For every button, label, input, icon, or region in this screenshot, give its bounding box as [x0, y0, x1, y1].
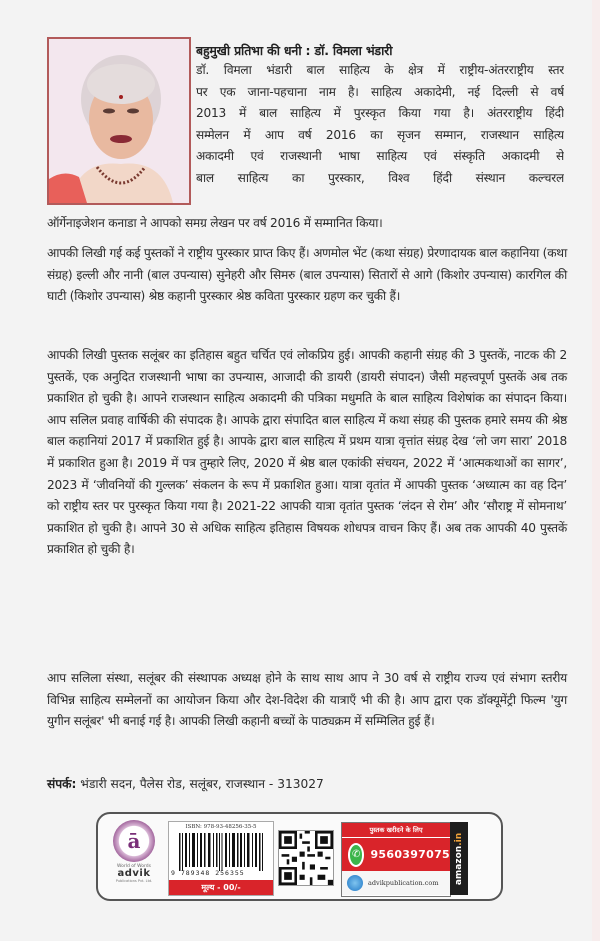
- publisher-tagline: World of Words: [116, 864, 151, 869]
- awards-paragraph: आपकी लिखी गई कई पुस्तकों ने राष्ट्रीय पुरस्कार प्राप्त किए हैं। अणमोल भेंट (कथा संग्रह) प्रेरणादायक बाल कहानिया (कथा संग्रह) इल्ली और नानी (बाल उपन्यास) सुनेहरी और सिमरु (बाल उपन्यास) सितारों से आगे (किशोर उपन्यास) कारगिल की घाटी (किशोर उपन्यास) श्रेष्ठ कहानी पुरस्कार श्रेष्ठ कविता पुरस्कार ग्रहण कर चुकी हैं।: [47, 246, 567, 304]
- contact-label: संपर्क:: [47, 777, 77, 791]
- intro-line: 2013 में बाल साहित्य में पुरस्कृत किया गया है। अंतरराष्ट्रीय हिंदी: [196, 106, 564, 121]
- intro-line: अकादमी एवं राजस्थानी भाषा साहित्य एवं संस्कृति अकादमी से: [196, 149, 564, 164]
- globe-icon: [347, 875, 363, 891]
- amazon-label: amazon: [454, 845, 464, 885]
- page-edge: [592, 0, 600, 941]
- whatsapp-icon: ✆: [348, 843, 364, 867]
- isbn-barcode-block: [168, 821, 274, 896]
- publisher-footer: [96, 812, 503, 901]
- contact-line: [47, 775, 324, 792]
- website-url: advikpublication.com: [368, 879, 439, 887]
- author-photo: [47, 37, 191, 205]
- price-label: मूल्य - 00/-: [169, 880, 273, 895]
- intro-line: डॉ. विमला भंडारी बाल साहित्य के क्षेत्र में राष्ट्रीय-अंतरराष्ट्रीय स्तर: [196, 63, 564, 77]
- activities-paragraph: आप सलिला संस्था, सलूंबर की संस्थापक अध्यक्ष होने के साथ साथ आप ने 30 वर्ष से राष्ट्रीय राज्य एवं संभाग स्तरीय विभिन्न साहित्य सम्मेलनों का आयोजन किया और देश-विदेश की यात्राएँ भी की है। आप द्वारा एक डॉक्यूमेंट्री फिल्म 'युग युगीन सलूंबर' भी बनाई गई है। आपकी लिखी कहानी बच्चों के पाठ्यक्रम में सम्मिलित हुई हैं।: [47, 671, 567, 729]
- page-title: बहुमुखी प्रतिभा की धनी : डॉ. विमला भंडारी: [196, 43, 393, 58]
- contact-address: भंडारी सदन, पैलेस रोड, सलूंबर, राजस्थान - 313027: [76, 777, 324, 791]
- buy-label: पुस्तक खरीदने के लिए: [342, 823, 450, 838]
- whatsapp-contact[interactable]: [342, 838, 450, 871]
- intro-line: बाल साहित्य का पुरस्कार, विश्व हिंदी संस्थान कल्चरल: [196, 170, 564, 185]
- publications-paragraph: आपकी लिखी पुस्तक सलूंबर का इतिहास बहुत चर्चित एवं लोकप्रिय हुई। आपकी कहानी संग्रह की 3 पुस्तकें, नाटक की 2 पुस्तकें, एक अनुदित राजस्थानी भाषा का उपन्यास, आजादी की डायरी (डायरी संपादन) जैसी महत्त्वपूर्ण पुस्तकें अब तक प्रकाशित हो चुकी है। आपने राजस्थान साहित्य अकादमी की पत्रिका मधुमति के बाल साहित्य विशेषांक का संपादन किया। आप सलिल प्रवाह वार्षिकी की संपादक है। आपके द्वारा संपादित बाल साहित्य में कथा संग्रह की पुस्तक हमारे समय की श्रेष्ठ बाल कहानियां 2017 में प्रकाशित हुई है। आपके द्वारा बाल साहित्य में प्रथम यात्रा वृत्तांत संग्रह देख ‘लो जग सारा’ 2018 में प्रकाशित हुआ है। 2019 में पत्र तुम्हारे लिए, 2020 में श्रेष्ठ बाल एकांकी संचयन, 2022 में ‘आत्मकथाओं का सागर’, 2023 में ‘जीवनियों की गुल्लक’ संकलन के रूप में प्रकाशित हुआ। यात्रा वृतांत में आपकी पुस्तक ‘अध्यात्म का वह दिन’ को राष्ट्रीय स्तर पर पुरस्कृत किया गया है। 2021-22 आपकी यात्रा वृतांत पुस्तक ‘लंदन से रोम’ और ‘सौराष्ट्र में सोमनाथ’ प्रकाशित हो चुकी है। आपने 30 से अधिक साहित्य इतिहास विषयक शोधपत्र वाचन किए हैं। अब तक आपकी 40 पुस्तकें प्रकाशित हो चुकी है।: [47, 348, 567, 557]
- advik-logo-icon: ā: [113, 820, 155, 862]
- barcode-icon: [179, 833, 263, 871]
- author-portrait-icon: [49, 39, 189, 203]
- qr-code[interactable]: [278, 830, 334, 886]
- website-link[interactable]: [342, 871, 450, 895]
- purchase-contact-block: [341, 822, 451, 897]
- qr-code-icon: [279, 831, 333, 885]
- intro-last-line: ऑर्गेनाइजेशन कनाडा ने आपको समग्र लेखन पर वर्ष 2016 में सम्मानित किया।: [47, 216, 383, 230]
- isbn-label: ISBN: 978-93-48256-35-5: [185, 824, 257, 830]
- intro-line: सम्मेलन में आप वर्ष 2016 का सृजन सम्मान, राजस्थान साहित्य: [196, 127, 564, 142]
- intro-line: पर एक जाना-पहचाना नाम है। साहित्य अकादेमी, नई दिल्ली से वर्ष: [196, 84, 564, 99]
- publisher-subtitle: Publications Pvt. Ltd.: [115, 879, 153, 883]
- publisher-name: advik: [117, 868, 151, 879]
- whatsapp-number: 9560397075: [370, 848, 450, 861]
- intro-paragraph: [196, 60, 564, 190]
- barcode-number: 9 789348 256355: [171, 869, 245, 877]
- amazon-badge[interactable]: [450, 822, 468, 895]
- amazon-suffix: .in: [454, 832, 464, 846]
- publisher-logo: [108, 820, 160, 895]
- amazon-logo-icon: [454, 832, 464, 884]
